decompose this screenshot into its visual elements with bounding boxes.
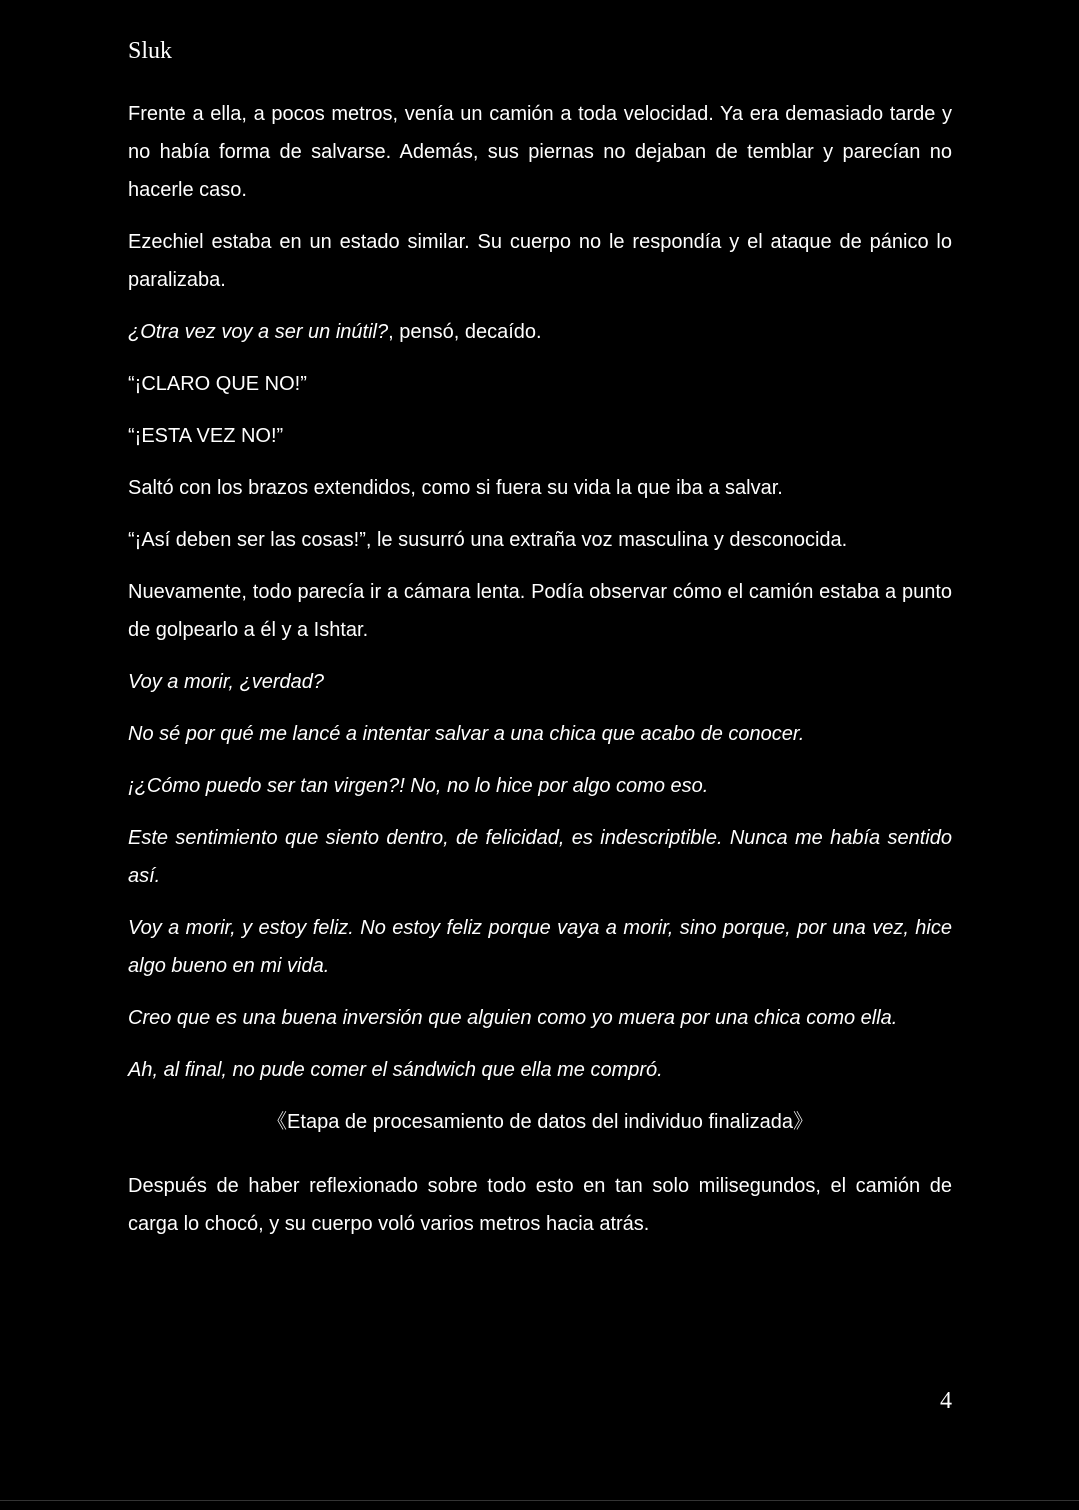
running-header: Sluk bbox=[128, 38, 173, 64]
paragraph-truck-approaching: Frente a ella, a pocos metros, venía un camión a toda velocidad. Ya era demasiado tarde y no había forma de salvarse. Además, sus piernas no dejaban de temblar y parecían no hacerle caso. bbox=[128, 103, 952, 201]
paragraph-truck-impact: Después de haber reflexionado sobre todo esto en tan solo milisegundos, el camión de carga lo chocó, y su cuerpo voló varios metros hacia atrás. bbox=[128, 1175, 952, 1235]
paragraph-mysterious-voice: “¡Así deben ser las cosas!”, le susurró una extraña voz masculina y desconocida. bbox=[128, 529, 848, 551]
paragraph-useless-thought bbox=[128, 313, 952, 351]
thought-narration: , pensó, decaído. bbox=[388, 321, 542, 343]
paragraph-virgin: ¡¿Cómo puedo ser tan virgen?! No, no lo hice por algo como eso. bbox=[128, 775, 709, 797]
paragraph-sandwich: Ah, al final, no pude comer el sándwich que ella me compró. bbox=[128, 1059, 663, 1081]
paragraph-ezechiel-frozen: Ezechiel estaba en un estado similar. Su cuerpo no le respondía y el ataque de pánico lo paralizaba. bbox=[128, 231, 952, 291]
paragraph-happiness: Este sentimiento que siento dentro, de felicidad, es indescriptible. Nunca me había sentido así. bbox=[128, 827, 952, 887]
paragraph-die-happy: Voy a morir, y estoy feliz. No estoy feliz porque vaya a morir, sino porque, por una vez, hice algo bueno en mi vida. bbox=[128, 917, 952, 977]
paragraph-esta-vez-no: “¡ESTA VEZ NO!” bbox=[128, 425, 284, 447]
page-body bbox=[128, 95, 952, 1257]
paragraph-jump: Saltó con los brazos extendidos, como si fuera su vida la que iba a salvar. bbox=[128, 477, 783, 499]
page-bottom-edge bbox=[0, 1500, 1079, 1501]
paragraph-slow-motion: Nuevamente, todo parecía ir a cámara lenta. Podía observar cómo el camión estaba a punto de golpearlo a él y a Ishtar. bbox=[128, 581, 952, 641]
system-message: 《Etapa de procesamiento de datos del individuo finalizada》 bbox=[267, 1111, 813, 1133]
paragraph-good-investment: Creo que es una buena inversión que alguien como yo muera por una chica como ella. bbox=[128, 1007, 898, 1029]
paragraph-why-jumped: No sé por qué me lancé a intentar salvar a una chica que acabo de conocer. bbox=[128, 723, 805, 745]
paragraph-going-to-die: Voy a morir, ¿verdad? bbox=[128, 671, 325, 693]
paragraph-claro-que-no: “¡CLARO QUE NO!” bbox=[128, 373, 307, 395]
thought-useless: ¿Otra vez voy a ser un inútil? bbox=[128, 321, 389, 343]
page-number: 4 bbox=[940, 1388, 952, 1414]
